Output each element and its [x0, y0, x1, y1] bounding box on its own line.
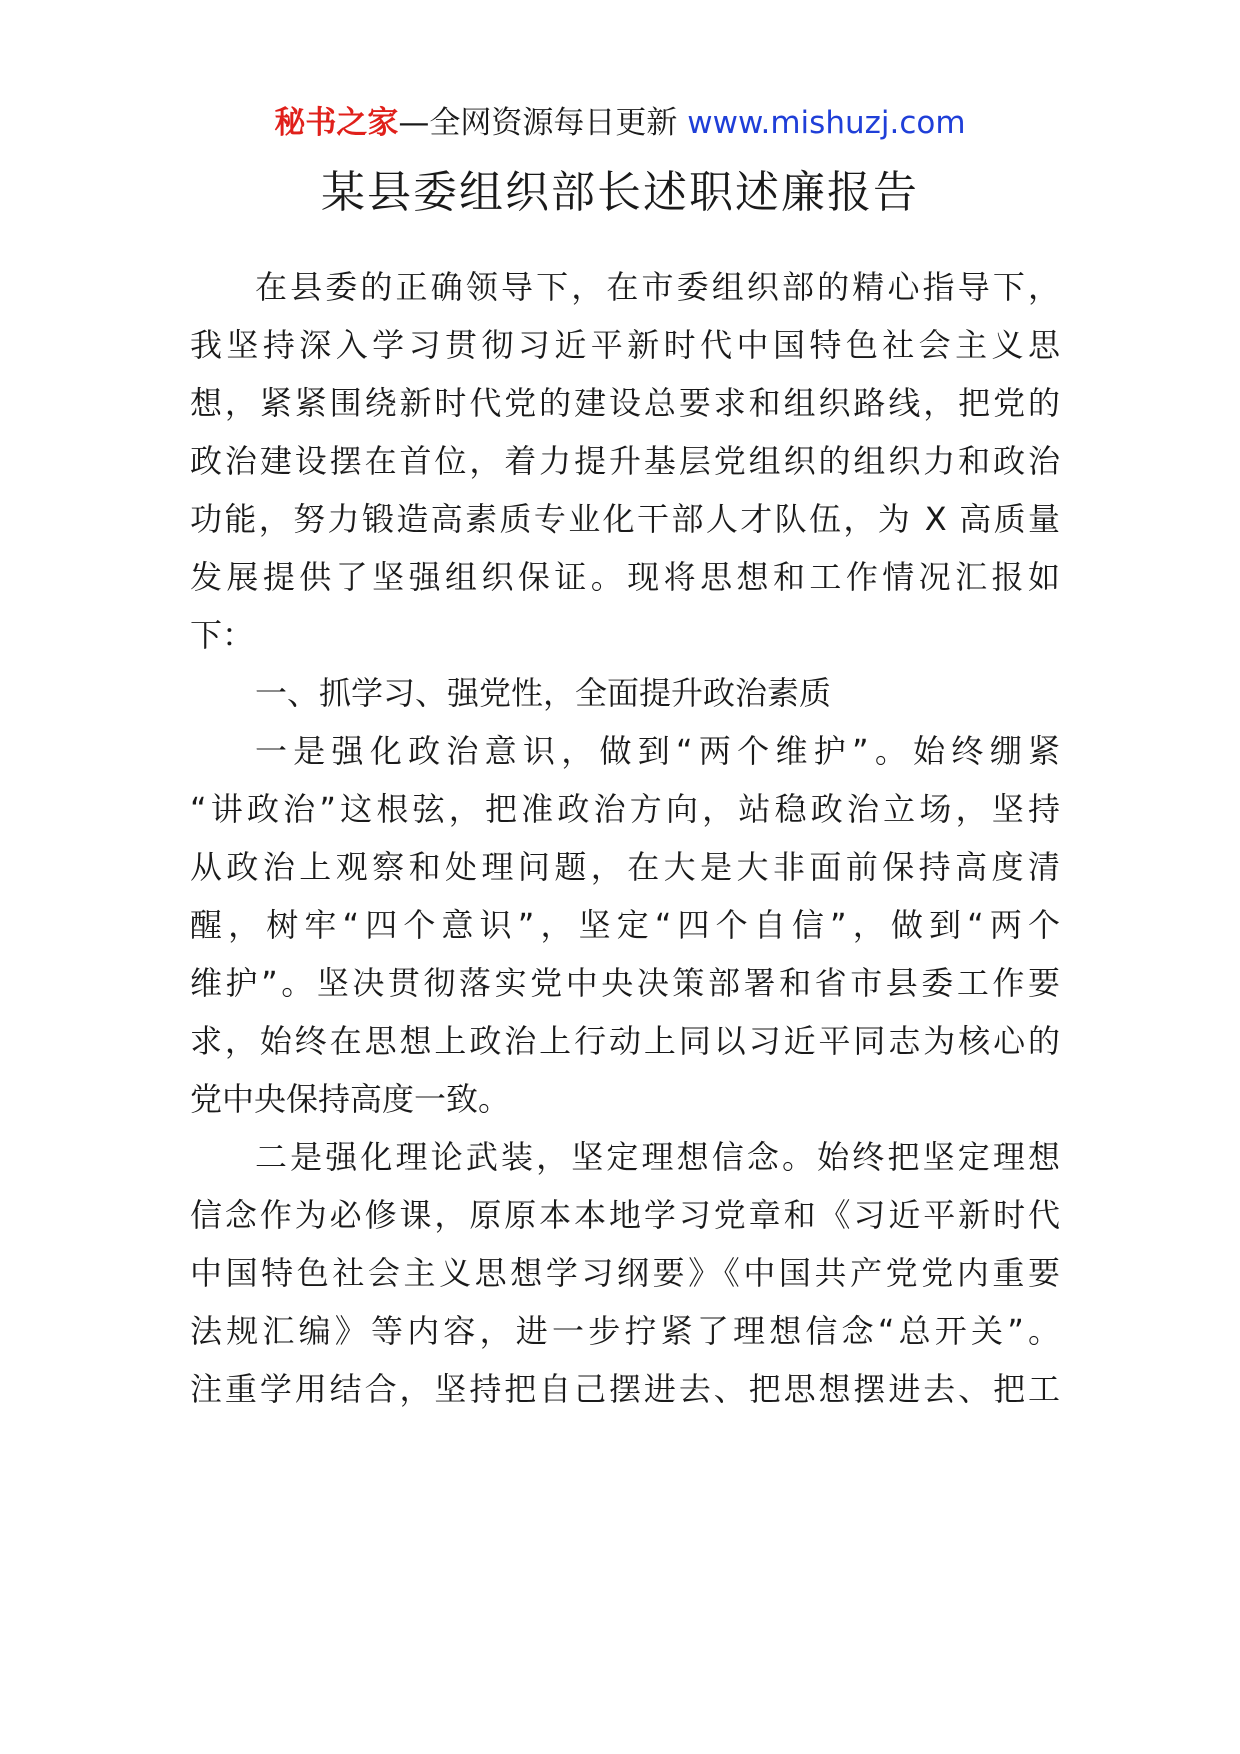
paragraph-line: 下：	[190, 616, 255, 654]
paragraph-line: 功能，努力锻造高素质专业化干部人才队伍，为 X 高质量	[190, 500, 1060, 538]
paragraph-line: 信念作为必修课，原原本本地学习党章和《习近平新时代	[190, 1196, 1060, 1234]
site-header	[0, 103, 1240, 143]
paragraph-line: 在县委的正确领导下，在市委组织部的精心指导下，	[255, 268, 1060, 306]
site-url-link[interactable]: www.mishuzj.com	[687, 105, 966, 141]
paragraph-line: “讲政治”这根弦，把准政治方向，站稳政治立场，坚持	[190, 790, 1060, 828]
paragraph-line: 从政治上观察和处理问题，在大是大非面前保持高度清	[190, 848, 1060, 886]
document-title: 某县委组织部长述职述廉报告	[321, 167, 919, 218]
paragraph-line: 一是强化政治意识，做到“两个维护”。始终绷紧	[255, 732, 1060, 770]
paragraph-line: 中国特色社会主义思想学习纲要》《中国共产党党内重要	[190, 1254, 1060, 1292]
paragraph-line: 想，紧紧围绕新时代党的建设总要求和组织路线，把党的	[190, 384, 1060, 422]
section-heading: 一、抓学习、强党性，全面提升政治素质	[255, 674, 832, 712]
paragraph-line: 法规汇编》等内容，进一步拧紧了理想信念“总开关”。	[190, 1312, 1060, 1350]
paragraph-line: 醒，树牢“四个意识”，坚定“四个自信”，做到“两个	[190, 906, 1060, 944]
paragraph-line: 发展提供了坚强组织保证。现将思想和工作情况汇报如	[190, 558, 1060, 596]
paragraph-line: 我坚持深入学习贯彻习近平新时代中国特色社会主义思	[190, 326, 1060, 364]
paragraph-line: 求，始终在思想上政治上行动上同以习近平同志为核心的	[190, 1022, 1060, 1060]
paragraph-line: 二是强化理论武装，坚定理想信念。始终把坚定理想	[255, 1138, 1060, 1176]
paragraph-line: 党中央保持高度一致。	[190, 1080, 511, 1118]
paragraph-line: 注重学用结合，坚持把自己摆进去、把思想摆进去、把工	[190, 1370, 1060, 1408]
brand-name: 秘书之家	[274, 105, 399, 141]
paragraph-line: 维护”。坚决贯彻落实党中央决策部署和省市县委工作要	[190, 964, 1060, 1002]
header-tagline: —全网资源每日更新	[398, 105, 688, 141]
paragraph-line: 政治建设摆在首位，着力提升基层党组织的组织力和政治	[190, 442, 1060, 480]
